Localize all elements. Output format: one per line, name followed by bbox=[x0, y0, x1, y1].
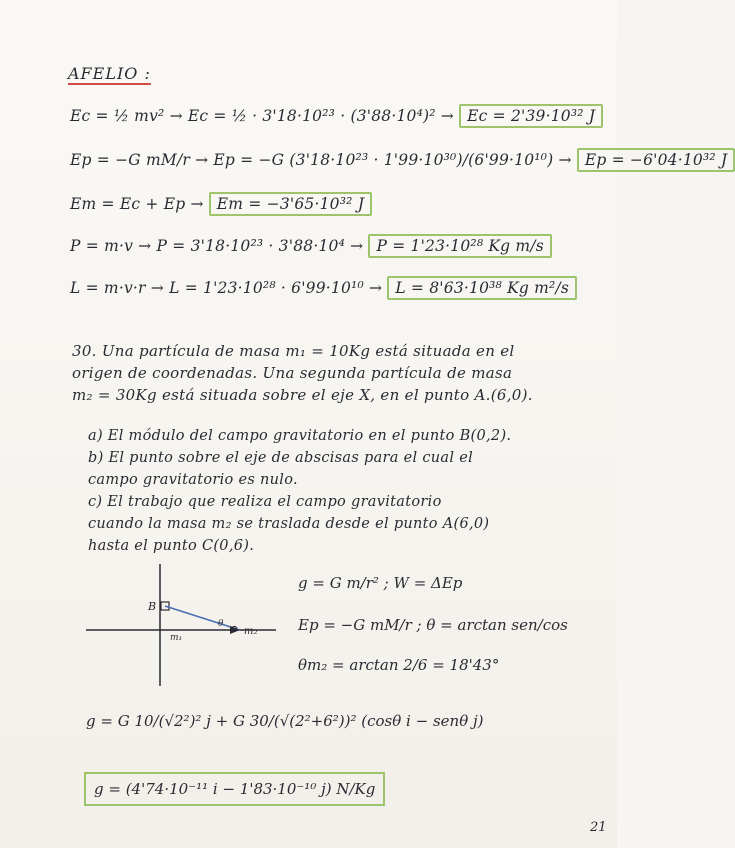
potential-energy-result: Ep = −6'04·10³² J bbox=[577, 148, 735, 172]
exercise-statement-line-3: m₂ = 30Kg está situada sobre el eje X, en el punto A.(6,0). bbox=[72, 386, 533, 404]
exercise-statement-line-1: 30. Una partícula de masa m₁ = 10Kg está situada en el bbox=[72, 342, 515, 360]
label-b: B bbox=[148, 600, 157, 613]
question-c-line-3: hasta el punto C(0,6). bbox=[88, 538, 255, 554]
label-m1: m₁ bbox=[170, 633, 183, 643]
angular-momentum-result: L = 8'63·10³⁸ Kg m²/s bbox=[387, 276, 577, 300]
gravity-field-sum: g = G 10/(√2²)² j + G 30/(√(2²+6²))² (cosθ i − senθ j) bbox=[86, 712, 484, 730]
momentum-result: P = 1'23·10²⁸ Kg m/s bbox=[368, 234, 551, 258]
potential-energy-work: Ep = −G mM/r → Ep = −G (3'18·10²³ · 1'99·10³⁰)/(6'99·10¹⁰) → bbox=[70, 151, 572, 169]
page-number: 21 bbox=[590, 820, 607, 835]
angular-momentum-work: L = m·v·r → L = 1'23·10²⁸ · 6'99·10¹⁰ → bbox=[70, 279, 383, 297]
vector-b-to-m2 bbox=[165, 606, 240, 630]
potential-angle-formula: Ep = −G mM/r ; θ = arctan sen/cos bbox=[298, 616, 568, 634]
question-b-line-2: campo gravitatorio es nulo. bbox=[88, 472, 298, 488]
mechanical-energy-work: Em = Ec + Ep → bbox=[70, 195, 204, 213]
question-c-line-1: c) El trabajo que realiza el campo gravitatorio bbox=[88, 494, 442, 510]
kinetic-energy-row bbox=[70, 104, 603, 128]
coordinate-diagram bbox=[80, 560, 280, 690]
question-a: a) El módulo del campo gravitatorio en el punto B(0,2). bbox=[88, 428, 512, 444]
question-b-line-1: b) El punto sobre el eje de abscisas para el cual el bbox=[88, 450, 474, 466]
mechanical-energy-row bbox=[70, 192, 372, 216]
kinetic-energy-work: Ec = ½ mv² → Ec = ½ · 3'18·10²³ · (3'88·10⁴)² → bbox=[70, 107, 454, 125]
label-m2: m₂ bbox=[244, 626, 258, 637]
exercise-statement-line-2: origen de coordenadas. Una segunda partícula de masa bbox=[72, 364, 513, 382]
momentum-row bbox=[70, 234, 552, 258]
theta-calculation: θm₂ = arctan 2/6 = 18'43° bbox=[298, 656, 500, 674]
kinetic-energy-result: Ec = 2'39·10³² J bbox=[459, 104, 603, 128]
m2-arrowhead bbox=[230, 626, 240, 634]
angular-momentum-row bbox=[70, 276, 577, 300]
gravity-field-result: g = (4'74·10⁻¹¹ i − 1'83·10⁻¹⁰ j) N/Kg bbox=[84, 772, 385, 806]
potential-energy-row bbox=[70, 148, 735, 172]
momentum-work: P = m·v → P = 3'18·10²³ · 3'88·10⁴ → bbox=[70, 237, 364, 255]
label-theta: θ bbox=[218, 619, 224, 629]
section-title: AFELIO : bbox=[68, 64, 151, 83]
gravity-work-formula: g = G m/r² ; W = ΔEp bbox=[298, 574, 463, 592]
mechanical-energy-result: Em = −3'65·10³² J bbox=[209, 192, 372, 216]
question-c-line-2: cuando la masa m₂ se traslada desde el punto A(6,0) bbox=[88, 516, 490, 532]
